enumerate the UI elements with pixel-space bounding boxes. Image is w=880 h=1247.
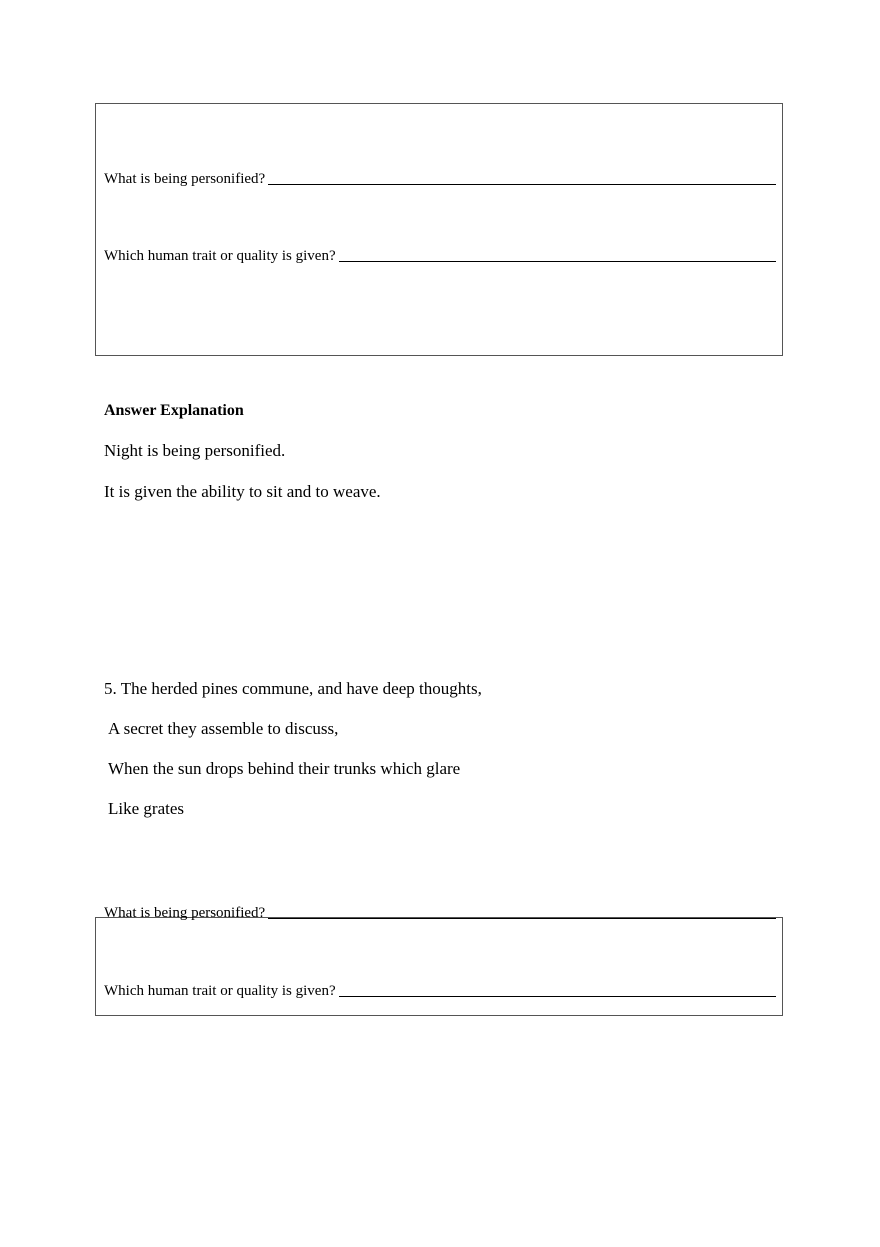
- answer-explanation-line-2: It is given the ability to sit and to weave.: [104, 482, 381, 501]
- question-personified-label: What is being personified?: [104, 905, 266, 921]
- exercise-5-line-2: A secret they assemble to discuss,: [108, 719, 339, 738]
- question-trait-row-2: [104, 982, 776, 1000]
- exercise-5-line-4: Like grates: [108, 799, 184, 818]
- question-personified-label: What is being personified?: [104, 171, 266, 187]
- question-trait-label: Which human trait or quality is given?: [104, 248, 336, 264]
- question-personified-row-1: [104, 170, 776, 188]
- question-trait-label: Which human trait or quality is given?: [104, 983, 336, 999]
- question-trait-row-1: [104, 247, 776, 265]
- question-personified-row-2: [104, 904, 776, 922]
- personified-answer-blank[interactable]: [268, 917, 776, 919]
- trait-answer-blank[interactable]: [339, 260, 776, 262]
- exercise-5-line-3: When the sun drops behind their trunks which glare: [108, 759, 461, 778]
- personified-answer-blank[interactable]: [268, 183, 776, 185]
- answer-box-exercise-4: [95, 103, 783, 356]
- trait-answer-blank[interactable]: [339, 995, 776, 997]
- answer-explanation-heading: Answer Explanation: [104, 402, 244, 419]
- answer-explanation-line-1: Night is being personified.: [104, 441, 286, 460]
- answer-box-exercise-5: [95, 917, 783, 1016]
- exercise-5-line-1: 5. The herded pines commune, and have deep thoughts,: [104, 679, 482, 698]
